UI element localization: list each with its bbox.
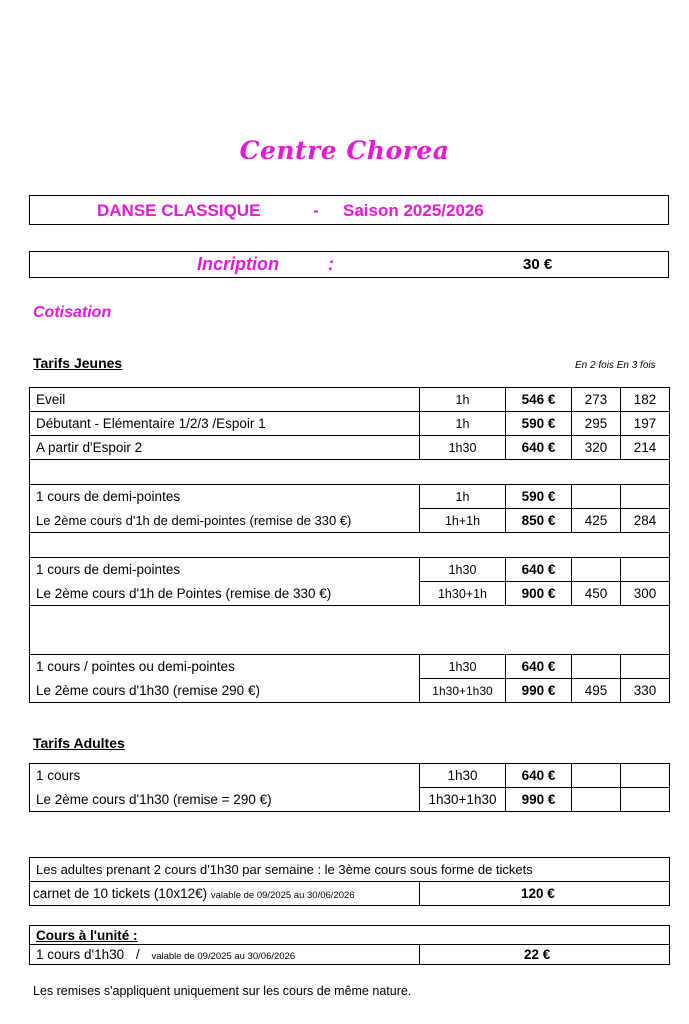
table-row	[30, 926, 670, 945]
unite-slash: /	[135, 947, 140, 962]
unite-label	[30, 945, 420, 965]
table-row	[30, 509, 670, 533]
course-price: 640 €	[506, 764, 572, 788]
price-three-installments: 284	[621, 509, 670, 533]
price-three-installments: 214	[621, 436, 670, 460]
course-duration: 1h30+1h30	[420, 679, 506, 703]
table-row	[30, 764, 670, 788]
course-price: 990 €	[506, 788, 572, 812]
price-two-installments	[572, 655, 621, 679]
course-price: 850 €	[506, 509, 572, 533]
empty-cell	[572, 788, 621, 812]
price-three-installments: 197	[621, 412, 670, 436]
price-two-installments	[572, 485, 621, 509]
empty-cell	[621, 764, 670, 788]
course-duration: 1h30	[420, 436, 506, 460]
price-three-installments: 182	[621, 388, 670, 412]
installments-note: En 2 fois En 3 fois	[575, 360, 656, 371]
empty-cell	[621, 788, 670, 812]
table-row	[30, 679, 670, 703]
price-two-installments: 425	[572, 509, 621, 533]
course-label: 1 cours de demi-pointes	[30, 485, 420, 509]
course-label: Le 2ème cours d'1h de Pointes (remise de 330 €)	[30, 582, 420, 606]
tickets-note: Les adultes prenant 2 cours d'1h30 par semaine : le 3ème cours sous forme de tickets	[30, 858, 670, 882]
course-duration: 1h	[420, 485, 506, 509]
cours-unite-title-text: Cours à l'unité :	[36, 927, 138, 943]
carnet-price: 120 €	[420, 882, 670, 906]
unite-price: 22 €	[420, 945, 670, 965]
table-row	[30, 558, 670, 582]
empty-cell	[572, 764, 621, 788]
course-label: Débutant - Elémentaire 1/2/3 /Espoir 1	[30, 412, 420, 436]
course-price: 640 €	[506, 558, 572, 582]
tarifs-jeunes-title: Tarifs Jeunes	[33, 355, 123, 371]
price-two-installments: 273	[572, 388, 621, 412]
price-two-installments	[572, 558, 621, 582]
tarifs-adultes-title: Tarifs Adultes	[33, 735, 125, 751]
course-duration: 1h	[420, 412, 506, 436]
course-label: 1 cours / pointes ou demi-pointes	[30, 655, 420, 679]
spacer-row	[30, 460, 670, 485]
price-three-installments: 330	[621, 679, 670, 703]
price-three-installments: 300	[621, 582, 670, 606]
discipline-title: DANSE CLASSIQUE	[97, 201, 261, 220]
course-price: 590 €	[506, 485, 572, 509]
footer-note: Les remises s'appliquent uniquement sur les cours de même nature.	[33, 984, 412, 998]
table-row	[30, 945, 670, 965]
price-three-installments	[621, 485, 670, 509]
course-label: Le 2ème cours d'1h de demi-pointes (remise de 330 €)	[30, 509, 420, 533]
course-duration: 1h30+1h	[420, 582, 506, 606]
table-row	[30, 858, 670, 882]
course-price: 640 €	[506, 436, 572, 460]
table-row	[30, 388, 670, 412]
inscription-label: Incription	[197, 254, 279, 274]
season-label: Saison 2025/2026	[343, 201, 484, 220]
season-header-box	[29, 195, 669, 225]
tarifs-adultes-table	[29, 763, 670, 812]
carnet-validity: valable de 09/2025 au 30/06/2026	[210, 890, 355, 901]
course-price: 990 €	[506, 679, 572, 703]
course-duration: 1h30	[420, 764, 506, 788]
table-row	[30, 582, 670, 606]
cours-unite-title	[30, 926, 670, 945]
inscription-box	[29, 251, 669, 278]
course-duration: 1h+1h	[420, 509, 506, 533]
course-duration: 1h30+1h30	[420, 788, 506, 812]
price-two-installments: 450	[572, 582, 621, 606]
course-duration: 1h30	[420, 558, 506, 582]
course-price: 546 €	[506, 388, 572, 412]
table-row	[30, 655, 670, 679]
price-three-installments	[621, 655, 670, 679]
inscription-price: 30 €	[523, 256, 553, 273]
course-price: 590 €	[506, 412, 572, 436]
header-separator: -	[313, 201, 319, 220]
table-row	[30, 788, 670, 812]
course-label: 1 cours	[30, 764, 420, 788]
spacer-row	[30, 606, 670, 655]
price-two-installments: 295	[572, 412, 621, 436]
tarifs-jeunes-table	[29, 387, 670, 703]
table-row	[30, 412, 670, 436]
carnet-label	[30, 882, 420, 906]
table-row	[30, 485, 670, 509]
course-label: Eveil	[30, 388, 420, 412]
table-row	[30, 882, 670, 906]
course-price: 640 €	[506, 655, 572, 679]
course-price: 900 €	[506, 582, 572, 606]
price-two-installments: 320	[572, 436, 621, 460]
cotisation-label: Cotisation	[33, 304, 112, 321]
inscription-colon: :	[328, 254, 334, 274]
course-label: 1 cours de demi-pointes	[30, 558, 420, 582]
unite-validity: valable de 09/2025 au 30/06/2026	[151, 951, 296, 962]
cours-unite-table	[29, 925, 670, 965]
course-duration: 1h30	[420, 655, 506, 679]
price-two-installments: 495	[572, 679, 621, 703]
spacer-row	[30, 533, 670, 558]
course-label: Le 2ème cours d'1h30 (remise = 290 €)	[30, 788, 420, 812]
table-row	[30, 436, 670, 460]
course-duration: 1h	[420, 388, 506, 412]
unite-label-text: 1 cours d'1h30	[36, 947, 125, 962]
course-label: Le 2ème cours d'1h30 (remise 290 €)	[30, 679, 420, 703]
course-label: A partir d'Espoir 2	[30, 436, 420, 460]
price-three-installments	[621, 558, 670, 582]
tickets-table	[29, 857, 670, 906]
brand-title: Centre Chorea	[239, 136, 450, 165]
carnet-label-text: carnet de 10 tickets (10x12€)	[33, 886, 208, 901]
